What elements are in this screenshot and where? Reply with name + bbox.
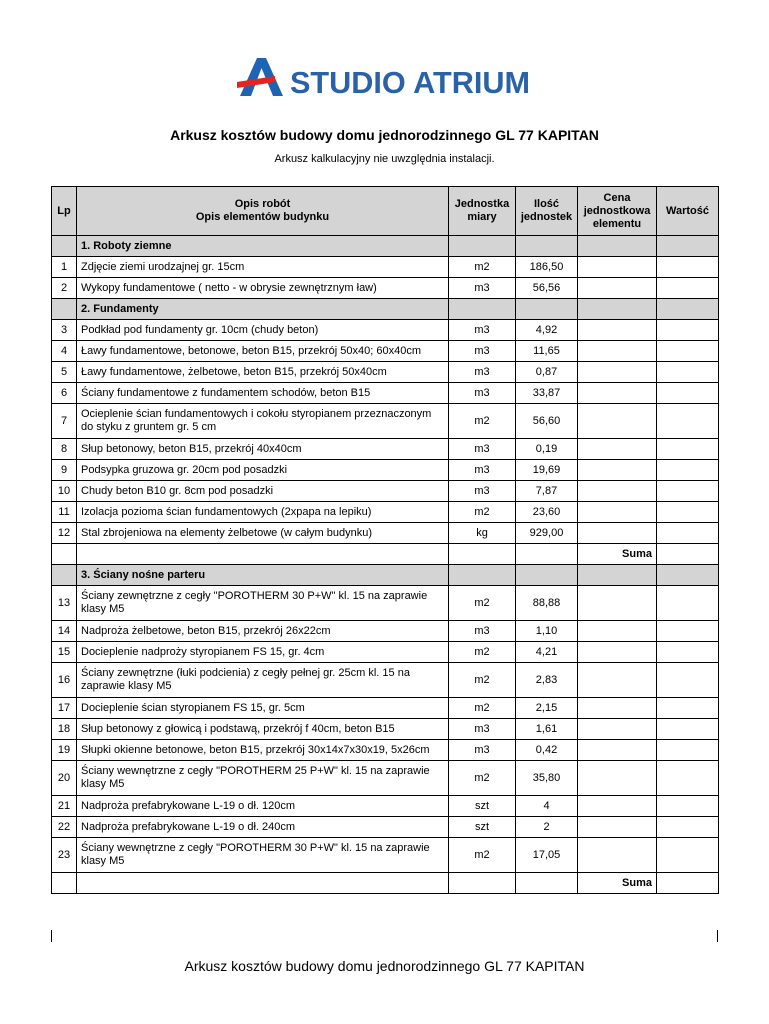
row-quantity: 1,61 bbox=[516, 719, 578, 740]
row-value bbox=[657, 383, 719, 404]
logo-text: STUDIO ATRIUM bbox=[290, 65, 530, 100]
table-row bbox=[52, 663, 719, 698]
row-unit: m3 bbox=[449, 320, 516, 341]
row-description: Słup betonowy z głowicą i podstawą, przekrój f 40cm, beton B15 bbox=[77, 719, 449, 740]
table-header-row bbox=[52, 187, 719, 236]
row-lp: 23 bbox=[52, 838, 77, 873]
sum-description-cell bbox=[77, 873, 449, 894]
sum-lp-cell bbox=[52, 544, 77, 565]
header-unit-line2: miary bbox=[467, 211, 497, 223]
row-unit-price bbox=[578, 341, 657, 362]
row-value bbox=[657, 642, 719, 663]
section-lp-cell bbox=[52, 299, 77, 320]
table-row bbox=[52, 383, 719, 404]
row-unit-price bbox=[578, 663, 657, 698]
row-unit-price bbox=[578, 796, 657, 817]
studio-atrium-logo bbox=[237, 54, 537, 100]
section-header-row bbox=[52, 299, 719, 320]
row-quantity: 0,19 bbox=[516, 439, 578, 460]
row-value bbox=[657, 460, 719, 481]
row-quantity: 23,60 bbox=[516, 502, 578, 523]
row-quantity: 33,87 bbox=[516, 383, 578, 404]
row-description: Ściany wewnętrzne z cegły "POROTHERM 25 P+W" kl. 15 na zaprawie klasy M5 bbox=[77, 761, 449, 796]
row-lp: 17 bbox=[52, 698, 77, 719]
row-value bbox=[657, 320, 719, 341]
row-quantity: 35,80 bbox=[516, 761, 578, 796]
row-unit-price bbox=[578, 362, 657, 383]
row-unit: m3 bbox=[449, 621, 516, 642]
section-header-row bbox=[52, 565, 719, 586]
section-title: 1. Roboty ziemne bbox=[77, 236, 449, 257]
row-unit-price bbox=[578, 257, 657, 278]
table-row bbox=[52, 362, 719, 383]
table-body bbox=[52, 236, 719, 894]
row-value bbox=[657, 761, 719, 796]
row-lp: 20 bbox=[52, 761, 77, 796]
row-lp: 22 bbox=[52, 817, 77, 838]
row-description: Ławy fundamentowe, betonowe, beton B15, przekrój 50x40; 60x40cm bbox=[77, 341, 449, 362]
row-value bbox=[657, 257, 719, 278]
table-row bbox=[52, 523, 719, 544]
table-row bbox=[52, 796, 719, 817]
row-unit-price bbox=[578, 523, 657, 544]
row-description: Zdjęcie ziemi urodzajnej gr. 15cm bbox=[77, 257, 449, 278]
row-quantity: 4 bbox=[516, 796, 578, 817]
row-quantity: 11,65 bbox=[516, 341, 578, 362]
row-quantity: 2,15 bbox=[516, 698, 578, 719]
row-unit: m2 bbox=[449, 698, 516, 719]
row-unit: m2 bbox=[449, 257, 516, 278]
section-value-cell bbox=[657, 299, 719, 320]
header-description-line1: Opis robót bbox=[234, 198, 291, 210]
header-description bbox=[77, 187, 449, 236]
table-row bbox=[52, 502, 719, 523]
row-lp: 12 bbox=[52, 523, 77, 544]
row-unit: m3 bbox=[449, 740, 516, 761]
row-description: Nadproża prefabrykowane L-19 o dł. 120cm bbox=[77, 796, 449, 817]
header-unit-price-line2: jednostkowa bbox=[583, 204, 651, 217]
row-value bbox=[657, 663, 719, 698]
section-lp-cell bbox=[52, 236, 77, 257]
row-description: Docieplenie ścian styropianem FS 15, gr. 5cm bbox=[77, 698, 449, 719]
row-unit-price bbox=[578, 838, 657, 873]
table-row bbox=[52, 698, 719, 719]
row-unit: kg bbox=[449, 523, 516, 544]
sum-quantity-cell bbox=[516, 873, 578, 894]
sum-value-cell bbox=[657, 544, 719, 565]
row-description: Chudy beton B10 gr. 8cm pod posadzki bbox=[77, 481, 449, 502]
row-unit: m2 bbox=[449, 663, 516, 698]
sum-unit-cell bbox=[449, 544, 516, 565]
row-value bbox=[657, 523, 719, 544]
cost-table bbox=[51, 186, 719, 894]
table-row bbox=[52, 621, 719, 642]
row-value bbox=[657, 719, 719, 740]
row-description: Słup betonowy, beton B15, przekrój 40x40cm bbox=[77, 439, 449, 460]
sum-row bbox=[52, 873, 719, 894]
row-lp: 10 bbox=[52, 481, 77, 502]
row-description: Ściany fundamentowe z fundamentem schodów, beton B15 bbox=[77, 383, 449, 404]
row-unit-price bbox=[578, 383, 657, 404]
row-lp: 14 bbox=[52, 621, 77, 642]
row-description: Wykopy fundamentowe ( netto - w obrysie zewnętrznym ław) bbox=[77, 278, 449, 299]
row-quantity: 7,87 bbox=[516, 481, 578, 502]
row-lp: 21 bbox=[52, 796, 77, 817]
row-value bbox=[657, 362, 719, 383]
row-lp: 19 bbox=[52, 740, 77, 761]
row-unit-price bbox=[578, 439, 657, 460]
row-description: Docieplenie nadproży styropianem FS 15, gr. 4cm bbox=[77, 642, 449, 663]
section-quantity-cell bbox=[516, 565, 578, 586]
row-lp: 3 bbox=[52, 320, 77, 341]
row-unit: m2 bbox=[449, 642, 516, 663]
sum-label: Suma bbox=[578, 873, 657, 894]
row-description: Ściany zewnętrzne (łuki podcienia) z cegły pełnej gr. 25cm kl. 15 na zaprawie klasy M5 bbox=[77, 663, 449, 698]
table-row bbox=[52, 320, 719, 341]
header-quantity bbox=[516, 187, 578, 236]
row-unit: m2 bbox=[449, 838, 516, 873]
row-unit: m3 bbox=[449, 383, 516, 404]
table-row bbox=[52, 257, 719, 278]
table-row bbox=[52, 642, 719, 663]
row-unit-price bbox=[578, 719, 657, 740]
row-unit-price bbox=[578, 320, 657, 341]
header-unit-price bbox=[578, 187, 657, 236]
row-description: Słupki okienne betonowe, beton B15, przekrój 30x14x7x30x19, 5x26cm bbox=[77, 740, 449, 761]
row-value bbox=[657, 404, 719, 439]
table-row bbox=[52, 719, 719, 740]
row-value bbox=[657, 502, 719, 523]
table-row bbox=[52, 761, 719, 796]
section-unit-cell bbox=[449, 299, 516, 320]
section-unit-price-cell bbox=[578, 565, 657, 586]
row-lp: 1 bbox=[52, 257, 77, 278]
table-row bbox=[52, 460, 719, 481]
table-row bbox=[52, 817, 719, 838]
row-unit-price bbox=[578, 460, 657, 481]
table-row bbox=[52, 586, 719, 621]
table-row bbox=[52, 838, 719, 873]
row-unit: szt bbox=[449, 817, 516, 838]
table-row bbox=[52, 341, 719, 362]
table-row bbox=[52, 740, 719, 761]
row-unit: m3 bbox=[449, 341, 516, 362]
section-value-cell bbox=[657, 236, 719, 257]
table-row bbox=[52, 439, 719, 460]
row-unit: m2 bbox=[449, 586, 516, 621]
row-quantity: 2 bbox=[516, 817, 578, 838]
row-value bbox=[657, 481, 719, 502]
sum-row bbox=[52, 544, 719, 565]
sum-lp-cell bbox=[52, 873, 77, 894]
row-unit-price bbox=[578, 278, 657, 299]
row-unit: m2 bbox=[449, 502, 516, 523]
row-lp: 6 bbox=[52, 383, 77, 404]
row-unit-price bbox=[578, 817, 657, 838]
section-unit-price-cell bbox=[578, 299, 657, 320]
row-value bbox=[657, 341, 719, 362]
row-lp: 18 bbox=[52, 719, 77, 740]
row-quantity: 186,50 bbox=[516, 257, 578, 278]
row-lp: 7 bbox=[52, 404, 77, 439]
row-unit: m3 bbox=[449, 481, 516, 502]
row-lp: 15 bbox=[52, 642, 77, 663]
row-lp: 5 bbox=[52, 362, 77, 383]
row-value bbox=[657, 740, 719, 761]
row-unit: m3 bbox=[449, 439, 516, 460]
row-quantity: 4,92 bbox=[516, 320, 578, 341]
row-unit-price bbox=[578, 740, 657, 761]
sum-unit-cell bbox=[449, 873, 516, 894]
row-quantity: 2,83 bbox=[516, 663, 578, 698]
header-lp: Lp bbox=[52, 187, 77, 236]
row-description: Nadproża prefabrykowane L-19 o dł. 240cm bbox=[77, 817, 449, 838]
logo-a-mark bbox=[240, 58, 283, 96]
row-quantity: 0,42 bbox=[516, 740, 578, 761]
document-footer: Arkusz kosztów budowy domu jednorodzinnego GL 77 KAPITAN bbox=[184, 958, 585, 974]
row-quantity: 56,56 bbox=[516, 278, 578, 299]
row-description: Ocieplenie ścian fundamentowych i cokołu styropianem przeznaczonym do styku z gruntem gr. 5 cm bbox=[77, 404, 449, 439]
row-unit: m2 bbox=[449, 404, 516, 439]
row-unit-price bbox=[578, 586, 657, 621]
header-unit-price-line1: Cena bbox=[603, 191, 631, 204]
row-lp: 16 bbox=[52, 663, 77, 698]
cost-table-container bbox=[51, 186, 718, 894]
section-value-cell bbox=[657, 565, 719, 586]
table-row bbox=[52, 404, 719, 439]
row-quantity: 1,10 bbox=[516, 621, 578, 642]
row-unit-price bbox=[578, 698, 657, 719]
row-value bbox=[657, 439, 719, 460]
sum-label: Suma bbox=[578, 544, 657, 565]
row-value bbox=[657, 698, 719, 719]
row-lp: 8 bbox=[52, 439, 77, 460]
row-unit: szt bbox=[449, 796, 516, 817]
table-continuation bbox=[51, 930, 718, 942]
table-row bbox=[52, 278, 719, 299]
section-unit-cell bbox=[449, 236, 516, 257]
header-description-line2: Opis elementów budynku bbox=[195, 211, 330, 223]
header-unit-line1: Jednostka bbox=[454, 198, 510, 210]
row-description: Ławy fundamentowe, żelbetowe, beton B15, przekrój 50x40cm bbox=[77, 362, 449, 383]
document-title: Arkusz kosztów budowy domu jednorodzinnego GL 77 KAPITAN bbox=[170, 127, 599, 143]
row-lp: 4 bbox=[52, 341, 77, 362]
row-value bbox=[657, 621, 719, 642]
sum-value-cell bbox=[657, 873, 719, 894]
row-unit-price bbox=[578, 502, 657, 523]
row-lp: 13 bbox=[52, 586, 77, 621]
row-value bbox=[657, 817, 719, 838]
row-lp: 9 bbox=[52, 460, 77, 481]
row-quantity: 56,60 bbox=[516, 404, 578, 439]
section-title: 2. Fundamenty bbox=[77, 299, 449, 320]
row-value bbox=[657, 838, 719, 873]
header-unit bbox=[449, 187, 516, 236]
row-unit: m3 bbox=[449, 362, 516, 383]
header-unit-price-line3: elementu bbox=[592, 217, 642, 230]
row-unit: m3 bbox=[449, 460, 516, 481]
row-value bbox=[657, 278, 719, 299]
row-quantity: 88,88 bbox=[516, 586, 578, 621]
section-header-row bbox=[52, 236, 719, 257]
document-subtitle: Arkusz kalkulacyjny nie uwzględnia instalacji. bbox=[274, 153, 495, 165]
section-quantity-cell bbox=[516, 299, 578, 320]
header-quantity-line2: jednostek bbox=[520, 211, 573, 223]
row-description: Podsypka gruzowa gr. 20cm pod posadzki bbox=[77, 460, 449, 481]
row-unit: m2 bbox=[449, 761, 516, 796]
row-quantity: 19,69 bbox=[516, 460, 578, 481]
header-quantity-line1: Ilość bbox=[533, 198, 560, 210]
row-unit-price bbox=[578, 621, 657, 642]
section-unit-price-cell bbox=[578, 236, 657, 257]
row-quantity: 929,00 bbox=[516, 523, 578, 544]
row-unit-price bbox=[578, 404, 657, 439]
row-value bbox=[657, 796, 719, 817]
table-row bbox=[52, 481, 719, 502]
logo-graphic bbox=[237, 54, 537, 100]
section-unit-cell bbox=[449, 565, 516, 586]
row-value bbox=[657, 586, 719, 621]
row-description: Izolacja pozioma ścian fundamentowych (2xpapa na lepiku) bbox=[77, 502, 449, 523]
header-value: Wartość bbox=[657, 187, 719, 236]
row-description: Ściany zewnętrzne z cegły "POROTHERM 30 P+W" kl. 15 na zaprawie klasy M5 bbox=[77, 586, 449, 621]
row-quantity: 0,87 bbox=[516, 362, 578, 383]
sum-quantity-cell bbox=[516, 544, 578, 565]
sum-description-cell bbox=[77, 544, 449, 565]
row-description: Ściany wewnętrzne z cegły "POROTHERM 30 P+W" kl. 15 na zaprawie klasy M5 bbox=[77, 838, 449, 873]
section-quantity-cell bbox=[516, 236, 578, 257]
row-quantity: 17,05 bbox=[516, 838, 578, 873]
row-unit: m3 bbox=[449, 719, 516, 740]
section-title: 3. Ściany nośne parteru bbox=[77, 565, 449, 586]
row-unit-price bbox=[578, 642, 657, 663]
row-unit-price bbox=[578, 761, 657, 796]
row-description: Nadproża żelbetowe, beton B15, przekrój 26x22cm bbox=[77, 621, 449, 642]
row-unit: m3 bbox=[449, 278, 516, 299]
row-description: Stal zbrojeniowa na elementy żelbetowe (w całym budynku) bbox=[77, 523, 449, 544]
row-unit-price bbox=[578, 481, 657, 502]
row-description: Podkład pod fundamenty gr. 10cm (chudy beton) bbox=[77, 320, 449, 341]
row-lp: 2 bbox=[52, 278, 77, 299]
row-lp: 11 bbox=[52, 502, 77, 523]
row-quantity: 4,21 bbox=[516, 642, 578, 663]
section-lp-cell bbox=[52, 565, 77, 586]
